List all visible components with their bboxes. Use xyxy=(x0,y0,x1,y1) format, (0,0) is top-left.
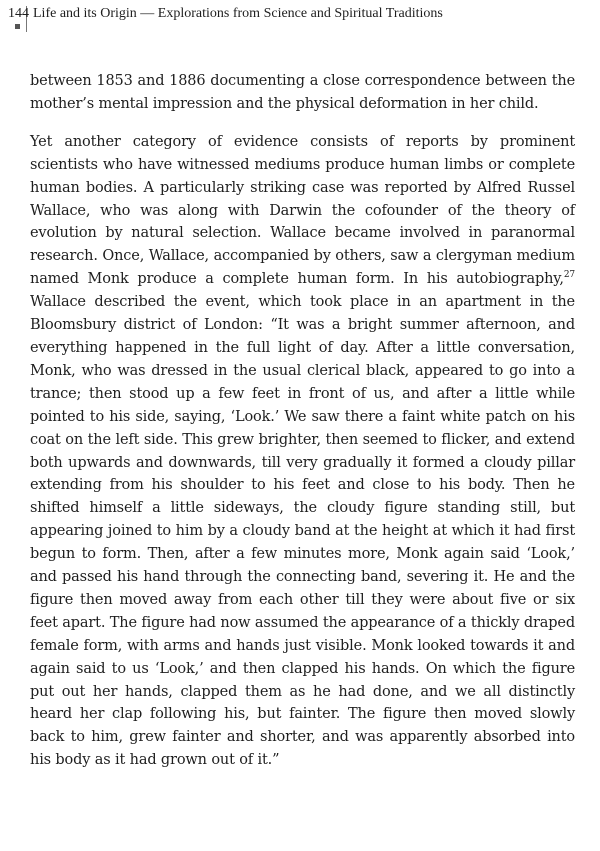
page-number: 144 xyxy=(8,6,29,21)
square-marker-icon xyxy=(15,24,20,29)
paragraph-wallace-account xyxy=(30,131,575,772)
paragraph-2-text-end: Wallace described the event, which took place in an apartment in the Bloomsbury district of London: “It was a bright summer afternoon, and everything happened in the full light of day. After a little conversation, Monk, who was dressed in the usual clerical black, appeared to go into a trance; then stood up a few feet in front of us, and after a little while pointed to his side, saying, ‘Look.’ We saw there a faint white patch on his coat on the left side. This grew brighter, then seemed to flicker, and extend both upwards and downwards, till very gradually it formed a cloudy pillar extending from his shoulder to his feet and close to his body. Then he shifted himself a little sideways, the cloudy figure standing still, but appearing joined to him by a cloudy band at the height at which it had first begun to form. Then, after a few minutes more, Monk again said ‘Look,’ and passed his hand through the connecting band, severing it. He and the figure then moved away from each other till they were about five or six feet apart. The figure had now assumed the appearance of a thickly draped female form, with arms and hands just visible. Monk looked towards it and again said to us ‘Look,’ and then clapped his hands. On which the figure put out her hands, clapped them as he had done, and we all distinctly heard her clap following his, but fainter. The figure then moved slowly back to him, grew fainter and shorter, and was apparently absorbed into his body as it had grown out of it.” xyxy=(30,294,575,769)
paragraph-1-text: between 1853 and 1886 documenting a close correspondence between the mother’s mental impression and the physical deformation in her child. xyxy=(30,73,575,112)
running-header xyxy=(6,6,590,32)
page-body xyxy=(30,70,575,772)
footnote-reference: 27 xyxy=(563,270,575,281)
paragraph-2-text-start: Yet another category of evidence consists of reports by prominent scientists who have witnessed mediums produce human limbs or complete human bodies. A particularly striking case was reported by Alfred Russel Wallace, who was along with Darwin the cofounder of the theory of evolution by natural selection. Wallace became involved in paranormal research. Once, Wallace, accompanied by others, saw a clergyman medium named Monk produce a complete human form. In his autobiography, xyxy=(30,133,575,288)
running-title: Life and its Origin — Explorations from Science and Spiritual Traditions xyxy=(33,6,443,21)
page-number-block xyxy=(6,6,27,32)
paragraph-continuation xyxy=(30,70,575,116)
